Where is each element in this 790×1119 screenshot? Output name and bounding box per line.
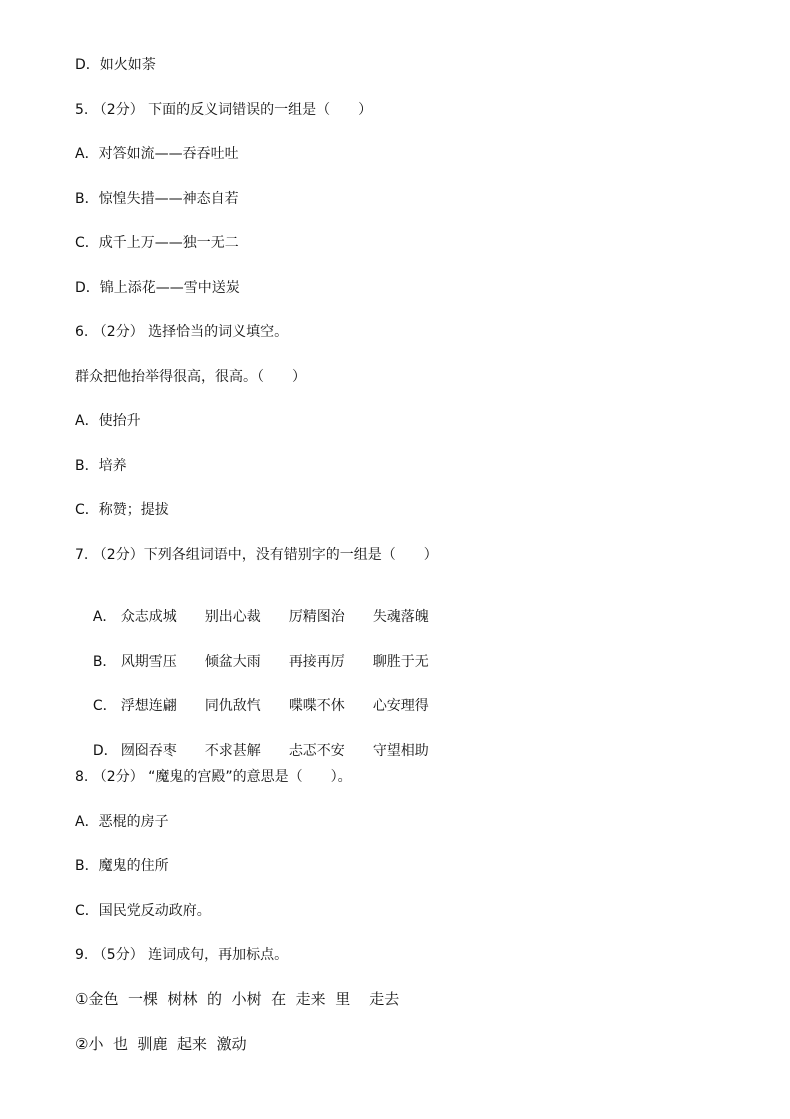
q5-option-d: D．锦上添花——雪中送炭 [75, 280, 240, 296]
q6-sentence: 群众把他抬举得很高，很高。（ ） [75, 369, 306, 385]
option-label: A． [92, 609, 117, 625]
q8-option-a: A．恶棍的房子 [75, 814, 169, 830]
option-word: 失魂落魄 [372, 609, 429, 625]
option-label: D． [92, 743, 118, 759]
q6-stem: 6. （2分） 选择恰当的词义填空。 [75, 324, 289, 340]
option-word: 风期雪压 [120, 654, 177, 670]
option-word: 不求甚解 [204, 743, 261, 759]
option-word: 守望相助 [372, 743, 429, 759]
option-word: 囫囵吞枣 [120, 743, 177, 759]
q9-stem: 9. （5分） 连词成句，再加标点。 [75, 947, 289, 963]
q8-stem: 8. （2分） “魔鬼的宫殿”的意思是（ ）。 [75, 769, 352, 785]
option-word: 倾盆大雨 [204, 654, 261, 670]
q8-option-b: B．魔鬼的住所 [75, 858, 169, 874]
option-word: 再接再厉 [288, 654, 345, 670]
option-word: 心安理得 [372, 698, 429, 714]
option-word: 众志成城 [120, 609, 177, 625]
option-word: 喋喋不休 [288, 698, 345, 714]
option-label: B． [92, 654, 117, 670]
option-word: 忐忑不安 [288, 743, 345, 759]
option-word: 别出心裁 [204, 609, 261, 625]
q5-option-c: C．成千上万——独一无二 [75, 235, 239, 251]
option-word: 浮想连翩 [120, 698, 177, 714]
option-label: C． [92, 698, 117, 714]
q5-stem: 5. （2分） 下面的反义词错误的一组是（ ） [75, 102, 373, 118]
option-word: 厉精图治 [288, 609, 345, 625]
option-word: 同仇敌忾 [204, 698, 261, 714]
q6-option-b: B．培养 [75, 458, 127, 474]
q9-item-2: ②小 也 驯鹿 起来 激动 [75, 1035, 247, 1053]
q5-option-a: A．对答如流——吞吞吐吐 [75, 146, 239, 162]
q6-option-c: C．称赞；提拔 [75, 502, 169, 518]
q6-option-a: A．使抬升 [75, 413, 141, 429]
q7-stem: 7. （2分）下列各组词语中，没有错别字的一组是（ ） [75, 547, 438, 563]
q9-item-1: ①金色 一棵 树林 的 小树 在 走来 里 走去 [75, 990, 400, 1008]
q5-option-b: B．惊惶失措——神态自若 [75, 191, 239, 207]
option-word: 聊胜于无 [372, 654, 429, 670]
q4-option-d: D．如火如荼 [75, 57, 156, 73]
q8-option-c: C．国民党反动政府。 [75, 903, 211, 919]
